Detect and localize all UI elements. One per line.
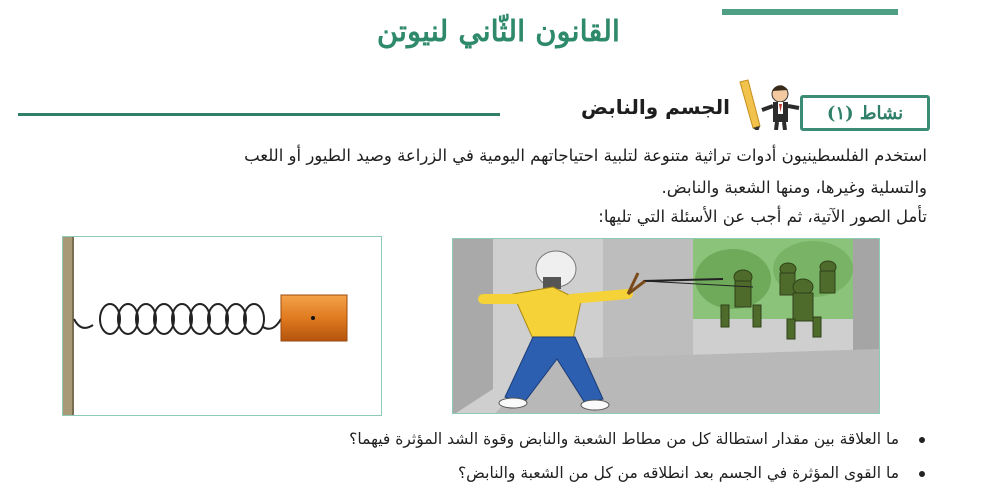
- question-2-text: ما القوى المؤثرة في الجسم بعد انطلاقه من كل من الشعبة والنابض؟: [457, 464, 899, 482]
- slingshot-illustration: [453, 239, 880, 414]
- intro-line-2: والتسلية وغيرها، ومنها الشعبة والنابض.: [661, 178, 927, 197]
- list-item: [458, 464, 925, 482]
- top-accent-bar: [722, 9, 898, 15]
- activity-subtitle: الجسم والنابض: [580, 95, 730, 119]
- page-title: القانون الثّاني لنيوتن: [376, 14, 620, 48]
- intro-line-1: استخدم الفلسطينيون أدوات تراثية متنوعة لتلبية احتياجاتهم اليومية في الزراعة وصيد الطيور أو اللعب: [244, 146, 927, 165]
- section-divider: [18, 113, 500, 116]
- slingshot-scene-image: [452, 238, 880, 414]
- intro-line-3: تأمل الصور الآتية، ثم أجب عن الأسئلة التي تليها:: [598, 207, 927, 226]
- question-1-text: ما العلاقة بين مقدار استطالة كل من مطاط الشعبة والنابض وقوة الشد المؤثرة فيهما؟: [349, 430, 899, 448]
- spring-block-illustration: [63, 237, 382, 416]
- teacher-with-pencil-icon: [736, 74, 806, 130]
- activity-badge: نشاط (١): [800, 95, 930, 131]
- bullet-icon: [919, 471, 925, 477]
- list-item: [349, 430, 925, 448]
- bullet-icon: [919, 437, 925, 443]
- spring-block-image: [62, 236, 382, 416]
